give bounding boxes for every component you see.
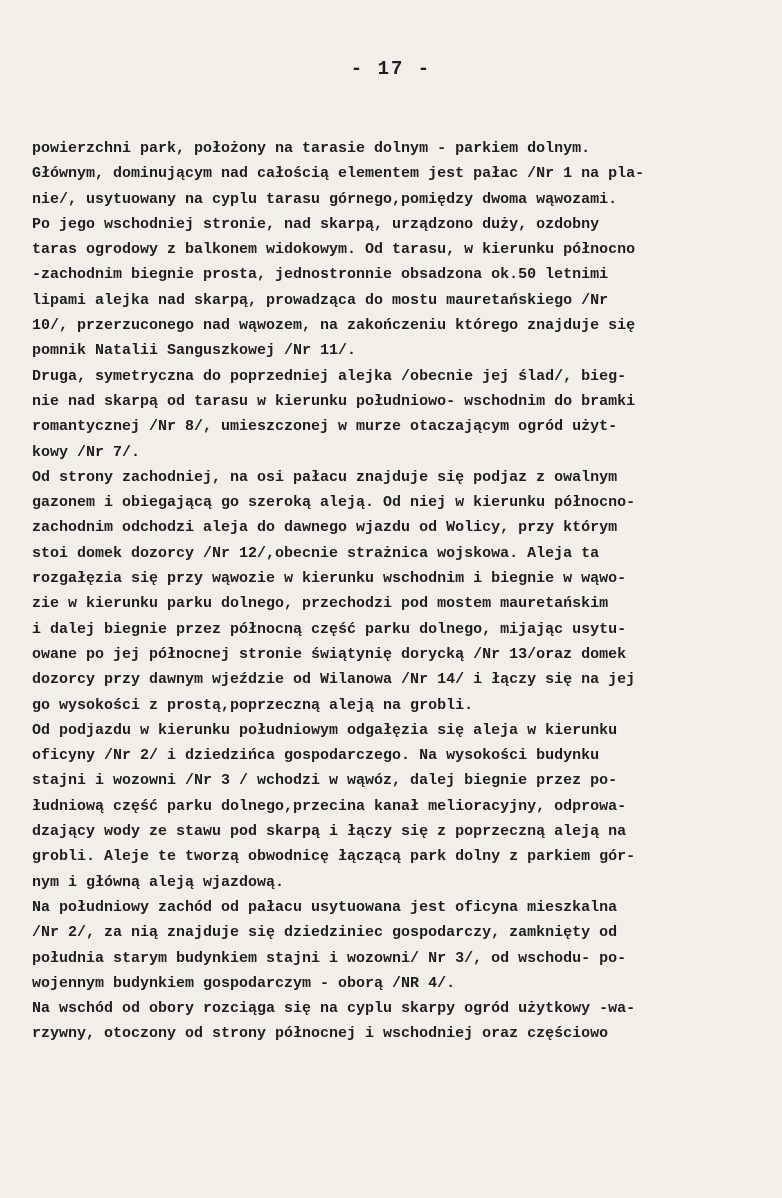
text-line: dzający wody ze stawu pod skarpą i łączy się z poprzeczną aleją na <box>32 823 627 841</box>
text-line: owane po jej północnej stronie świątynię dorycką /Nr 13/oraz domek <box>32 645 627 663</box>
text-line: nie nad skarpą od tarasu w kierunku południowo- wschodnim do bramki <box>32 392 636 410</box>
text-line: stajni i wozowni /Nr 3 / wchodzi w wąwóz, dalej biegnie przez po- <box>32 772 618 790</box>
text-line: pomnik Natalii Sanguszkowej /Nr 11/. <box>32 342 357 360</box>
text-line: Od strony zachodniej, na osi pałacu znajduje się podjaz z owalnym <box>32 468 618 486</box>
page-number: - 17 - <box>350 58 432 80</box>
text-line: grobli. Aleje te tworzą obwodnicę łączącą park dolny z parkiem gór- <box>32 848 636 866</box>
text-line: rozgałęzia się przy wąwozie w kierunku wschodnim i biegnie w wąwo- <box>32 570 627 588</box>
text-line: oficyny /Nr 2/ i dziedzińca gospodarczego. Na wysokości budynku <box>32 747 600 765</box>
text-line: Druga, symetryczna do poprzedniej alejka /obecnie jej ślad/, bieg- <box>32 367 627 385</box>
text-line: lipami alejka nad skarpą, prowadząca do mostu mauretańskiego /Nr <box>32 291 609 309</box>
body-text <box>32 136 762 1047</box>
text-line: stoi domek dozorcy /Nr 12/,obecnie strażnica wojskowa. Aleja ta <box>32 544 600 562</box>
text-line: nie/, usytuowany na cyplu tarasu górnego,pomiędzy dwoma wąwozami. <box>32 190 618 208</box>
text-line: gazonem i obiegającą go szeroką aleją. Od niej w kierunku północno- <box>32 494 636 512</box>
text-line: zie w kierunku parku dolnego, przechodzi pod mostem mauretańskim <box>32 595 609 613</box>
text-line: romantycznej /Nr 8/, umieszczonej w murze otaczającym ogród użyt- <box>32 418 618 436</box>
text-line: Na wschód od obory rozciąga się na cyplu skarpy ogród użytkowy -wa- <box>32 1000 636 1018</box>
text-line: południa starym budynkiem stajni i wozowni/ Nr 3/, od wschodu- po- <box>32 949 627 967</box>
text-line: powierzchni park, położony na tarasie dolnym - parkiem dolnym. <box>32 140 591 157</box>
text-line: 10/, przerzuconego nad wąwozem, na zakończeniu którego znajduje się <box>32 317 636 335</box>
text-line: kowy /Nr 7/. <box>32 443 141 461</box>
text-line: Po jego wschodniej stronie, nad skarpą, urządzono duży, ozdobny <box>32 215 600 233</box>
text-line: -zachodnim biegnie prosta, jednostronnie obsadzona ok.50 letnimi <box>32 266 609 284</box>
text-line: Od podjazdu w kierunku południowym odgałęzia się aleja w kierunku <box>32 721 618 739</box>
text-line: rzywny, otoczony od strony północnej i wschodniej oraz częściowo <box>32 1025 609 1043</box>
text-line: Głównym, dominującym nad całością elementem jest pałac /Nr 1 na pla- <box>32 165 645 183</box>
text-line: taras ogrodowy z balkonem widokowym. Od tarasu, w kierunku północno <box>32 241 636 259</box>
text-line: Na południowy zachód od pałacu usytuowana jest oficyna mieszkalna <box>32 898 618 916</box>
text-line: i dalej biegnie przez północną część parku dolnego, mijając usytu- <box>32 620 627 638</box>
text-line: łudniową część parku dolnego,przecina kanał melioracyjny, odprowa- <box>32 797 627 815</box>
text-line: nym i główną aleją wjazdową. <box>32 873 285 891</box>
text-line: /Nr 2/, za nią znajduje się dziedziniec gospodarczy, zamknięty od <box>32 924 618 942</box>
text-line: dozorcy przy dawnym wjeździe od Wilanowa /Nr 14/ i łączy się na jej <box>32 671 636 689</box>
text-line: zachodnim odchodzi aleja do dawnego wjazdu od Wolicy, przy którym <box>32 519 618 537</box>
text-line: wojennym budynkiem gospodarczym - oborą /NR 4/. <box>32 974 456 992</box>
text-line: go wysokości z prostą,poprzeczną aleją na grobli. <box>32 696 474 714</box>
